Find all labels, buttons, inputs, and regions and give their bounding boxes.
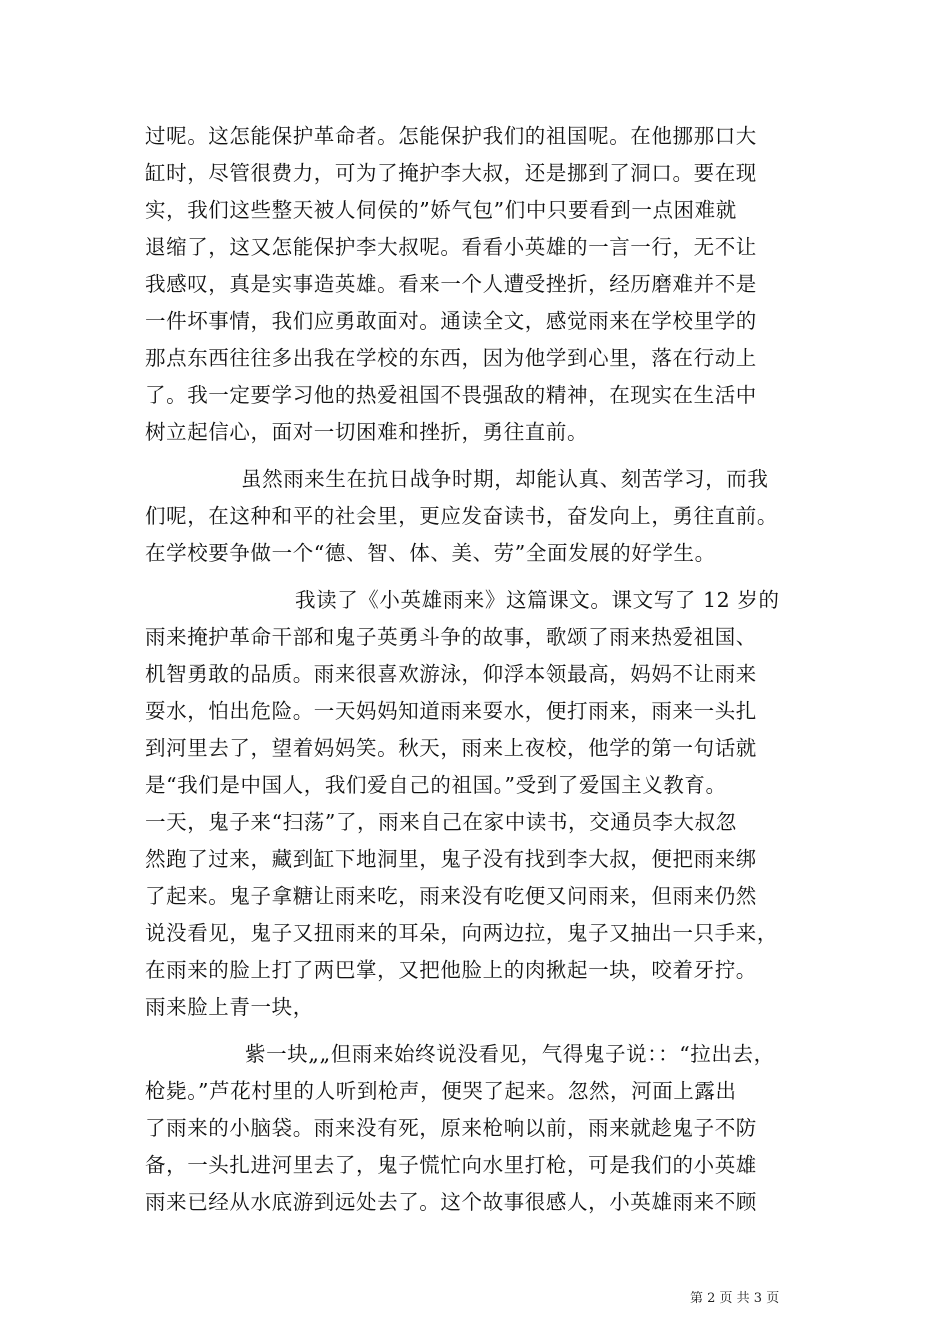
text-line: 虽然雨来生在抗日战争时期，却能认真、刻苦学习，而我 (241, 467, 769, 491)
text-line: 雨来已经从水底游到远处去了。这个故事很感人，小英雄雨来不顾 (145, 1190, 757, 1214)
text-line: 到河里去了，望着妈妈笑。秋天，雨来上夜校，他学的第一句话就 (145, 736, 757, 760)
text-line: 了雨来的小脑袋。雨来没有死，原来枪响以前，雨来就趁鬼子不防 (145, 1116, 757, 1140)
text-line: 一天，鬼子来“扫荡”了，雨来自己在家中读书，交通员李大叔忽 (145, 810, 737, 834)
text-line: 了起来。鬼子拿糖让雨来吃，雨来没有吃便又问雨来，但雨来仍然 (145, 884, 757, 908)
text-line: 那点东西往往多出我在学校的东西，因为他学到心里，落在行动上 (145, 346, 757, 370)
text-line: 退缩了，这又怎能保护李大叔呢。看看小英雄的一言一行，无不让 (145, 235, 757, 259)
text-line: 雨来脸上青一块， (145, 995, 314, 1019)
text-line: 机智勇敢的品质。雨来很喜欢游泳，仰浮本领最高，妈妈不让雨来 (145, 662, 757, 686)
text-line: 一件坏事情，我们应勇敢面对。通读全文，感觉雨来在学校里学的 (145, 309, 757, 333)
text-line: 缸时，尽管很费力，可为了掩护李大叔，还是挪到了洞口。要在现 (145, 161, 757, 185)
text-line: 雨来掩护革命干部和鬼子英勇斗争的故事，歌颂了雨来热爱祖国、 (145, 625, 757, 649)
paragraph-spacer (145, 1026, 815, 1036)
text-line: 然跑了过来，藏到缸下地洞里，鬼子没有找到李大叔，便把雨来绑 (145, 847, 757, 871)
text-line: 过呢。这怎能保护革命者。怎能保护我们的祖国呢。在他挪那口大 (145, 124, 757, 148)
body-text (145, 118, 815, 1221)
text-line: 耍水，怕出危险。一天妈妈知道雨来耍水，便打雨来，雨来一头扎 (145, 699, 757, 723)
page-number: 第 2 页 共 3 页 (690, 1291, 780, 1306)
text-line: 实，我们这些整天被人伺侯的”娇气包”们中只要看到一点困难就 (145, 198, 737, 222)
text-line: 在雨来的脸上打了两巴掌，又把他脸上的肉揪起一块，咬着牙拧。 (145, 958, 757, 982)
text-line: 我感叹，真是实事造英雄。看来一个人遭受挫折，经历磨难并不是 (145, 272, 757, 296)
text-line: 们呢，在这种和平的社会里，更应发奋读书，奋发向上，勇往直前。 (145, 504, 778, 528)
text-line: 了。我一定要学习他的热爱祖国不畏强敌的精神，在现实在生活中 (145, 383, 757, 407)
text-line: 说没看见，鬼子又扭雨来的耳朵，向两边拉，鬼子又抽出一只手来， (145, 921, 778, 945)
text-line: 我读了《小英雄雨来》这篇课文。课文写了 12 岁的 (295, 588, 780, 612)
text-line: 枪毙。”芦花村里的人听到枪声，便哭了起来。忽然，河面上露出 (145, 1079, 737, 1103)
paragraph-reflection (145, 118, 815, 451)
paragraph-spacer (145, 572, 815, 582)
text-line: 备，一头扎进河里去了，鬼子慌忙向水里打枪，可是我们的小英雄 (145, 1153, 757, 1177)
paragraph-story-ending (145, 1036, 815, 1221)
paragraph-spacer (145, 451, 815, 461)
text-line: 紫一块„„但雨来始终说没看见，气得鬼子说：：“拉出去， (245, 1042, 775, 1066)
text-line: 树立起信心，面对一切困难和挫折，勇往直前。 (145, 420, 589, 444)
paragraph-story-summary (145, 582, 815, 1026)
text-line: 是“我们是中国人，我们爱自己的祖国。”受到了爱国主义教育。 (145, 773, 727, 797)
text-line: 在学校要争做一个“德、智、体、美、劳”全面发展的好学生。 (145, 541, 716, 565)
paragraph-study-hard (145, 461, 815, 572)
